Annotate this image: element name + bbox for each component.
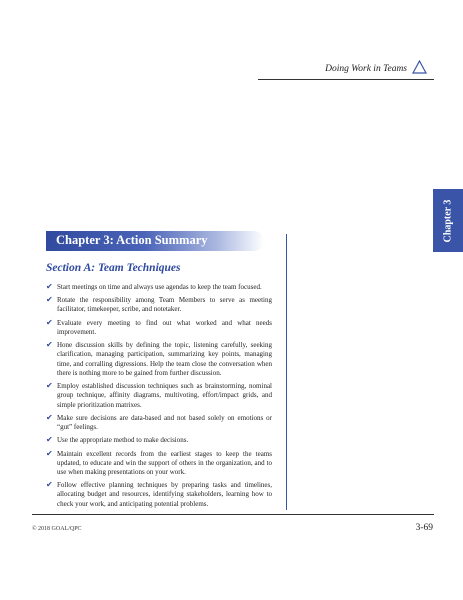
footer-rule [32,514,434,515]
vertical-rule [286,234,287,510]
list-item [46,382,272,410]
list-item-text: Hone discussion skills by defining the topic, listening carefully, seeking clarification, managing participation, summarizing key points, managing time, and corralling digressions. Help the team close the conversation when there is nothing more to be gained from further discussion. [57,341,272,377]
checkmark-icon: ✔ [46,412,53,422]
list-item [46,341,272,378]
triangle-icon [412,60,427,74]
banner-title: Chapter 3: Action Summary [56,233,208,247]
list-item-text: Evaluate every meeting to find out what worked and what needs improvement. [57,318,272,336]
list-item-text: Start meetings on time and always use agendas to keep the team focused. [57,283,262,291]
header-rule [258,79,434,80]
list-item-text: Employ established discussion techniques such as brainstorming, nominal group technique, affinity diagrams, multivoting, effort/impact grids, and simple prioritization matrixes. [57,382,272,409]
checkmark-icon: ✔ [46,480,53,490]
list-item [46,481,272,509]
list-item [46,296,272,314]
checkmark-icon: ✔ [46,381,53,391]
list-item [46,450,272,478]
checkmark-icon: ✔ [46,295,53,305]
copyright: © 2018 GOAL/QPC [32,526,82,532]
checkmark-icon: ✔ [46,435,53,445]
page-number: 3-69 [415,523,433,533]
list-item-text: Rotate the responsibility among Team Members to serve as meeting facilitator, timekeeper, scribe, and notetaker. [57,296,272,314]
list-item-text: Maintain excellent records from the earliest stages to keep the teams updated, to educate and win the support of others in the organization, and to use when making presentations on your work. [57,449,272,476]
checkmark-icon: ✔ [46,340,53,350]
section-title: Section A: Team Techniques [46,262,181,274]
list-item-text: Make sure decisions are data-based and not based solely on emotions or “gut” feelings. [57,413,272,432]
list-item [46,436,272,445]
running-head: Doing Work in Teams [325,64,407,74]
chapter-tab [433,189,463,252]
checkmark-icon: ✔ [46,448,53,458]
list-item-text: Follow effective planning techniques by preparing tasks and timelines, allocating budget and resources, identifying stakeholders, learning how to check your work, and anticipating potential problems. [57,481,272,508]
checkmark-icon: ✔ [46,282,53,291]
chapter-tab-label: Chapter 3 [442,199,454,242]
list-item [46,283,272,292]
list-item-text: Use the appropriate method to make decisions. [57,436,189,445]
action-summary-banner [46,231,264,251]
list-item [46,319,272,337]
list-item [46,414,272,432]
checkmark-icon: ✔ [46,317,53,327]
checklist [46,283,272,513]
